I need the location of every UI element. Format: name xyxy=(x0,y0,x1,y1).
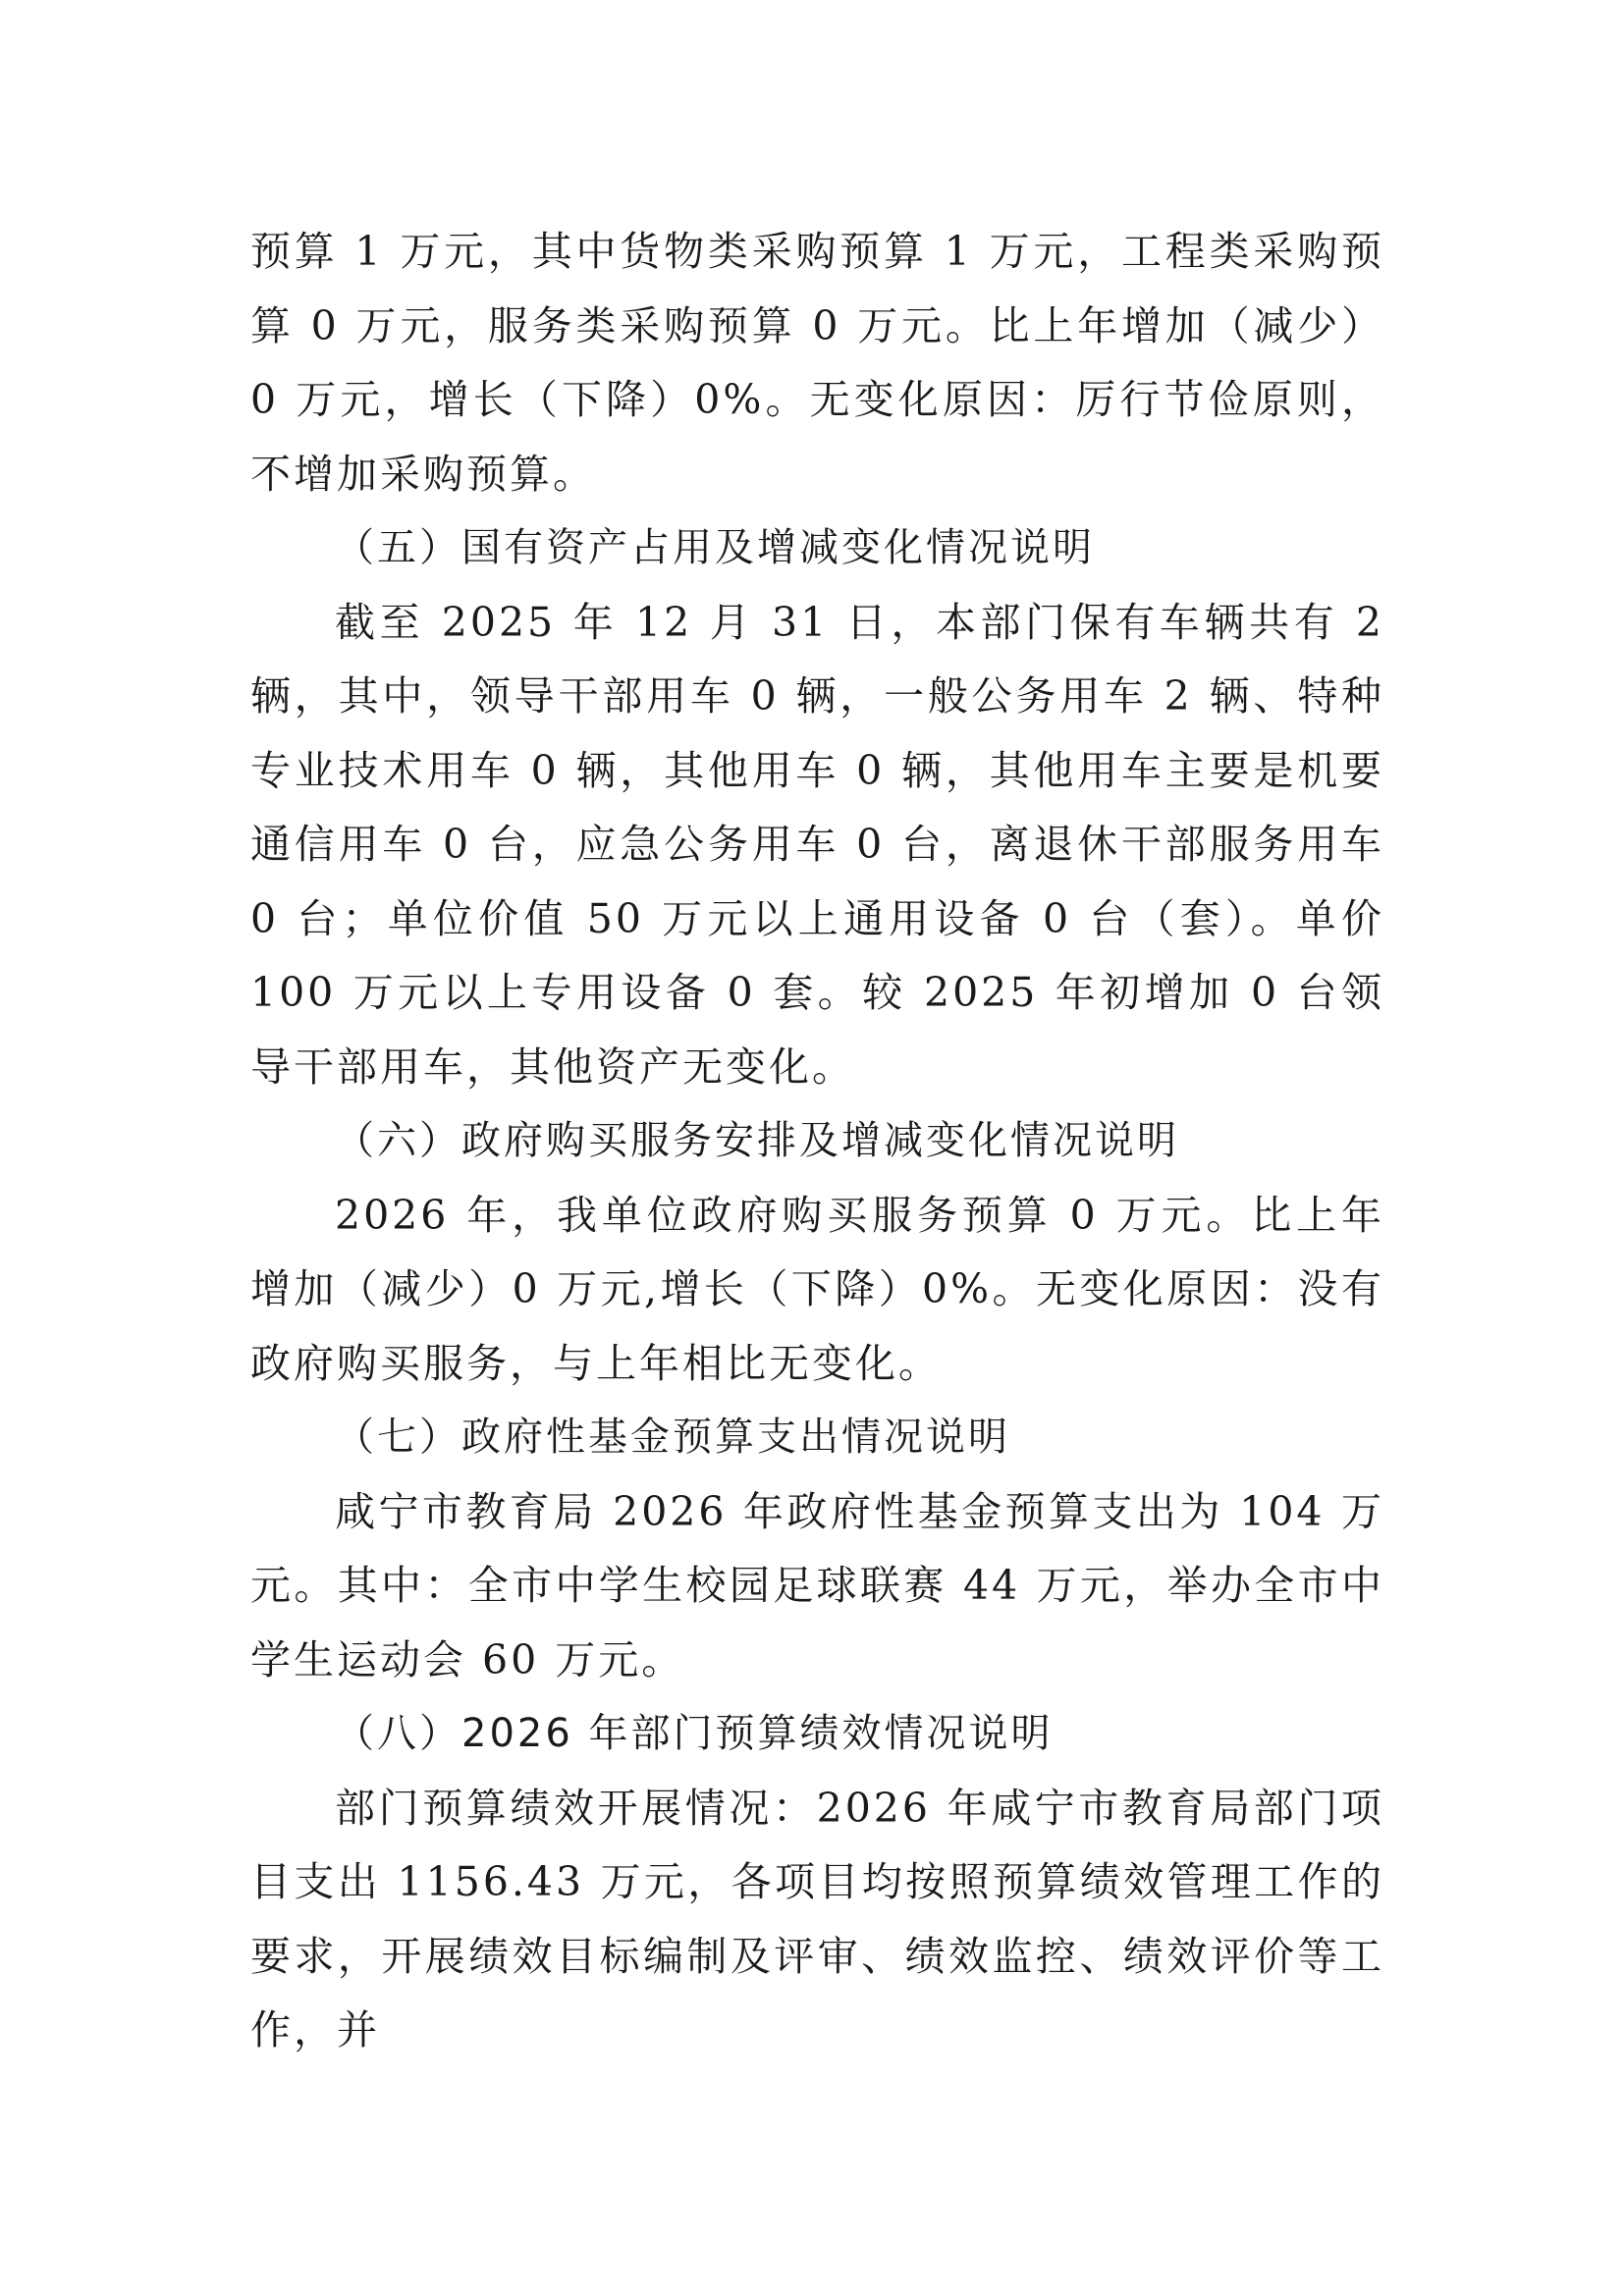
paragraph-procurement: 预算 1 万元，其中货物类采购预算 1 万元，工程类采购预算 0 万元，服务类采购预算 0 万元。比上年增加（减少）0 万元，增长（下降）0%。无变化原因：厉行节俭原则，不增加采购预算。 xyxy=(250,228,1384,498)
document-body xyxy=(250,215,1384,2068)
heading-government-fund: （七）政府性基金预算支出情况说明 xyxy=(335,1415,1010,1460)
paragraph-state-assets: 截至 2025 年 12 月 31 日，本部门保有车辆共有 2 辆，其中，领导干部用车 0 辆，一般公务用车 2 辆、特种专业技术用车 0 辆，其他用车 0 辆，其他用车主要是机要通信用车 0 台，应急公务用车 0 台，离退休干部服务用车 0 台；单位价值 50 万元以上通用设备 0 台（套）。单价 100 万元以上专用设备 0 套。较 2025 年初增加 0 台领导干部用车，其他资产无变化。 xyxy=(250,598,1384,1091)
paragraph-government-fund: 咸宁市教育局 2026 年政府性基金预算支出为 104 万元。其中：全市中学生校园足球联赛 44 万元，举办全市中学生运动会 60 万元。 xyxy=(250,1487,1384,1683)
heading-government-services: （六）政府购买服务安排及增减变化情况说明 xyxy=(335,1118,1179,1163)
heading-performance: （八）2026 年部门预算绩效情况说明 xyxy=(335,1711,1054,1756)
paragraph-performance: 部门预算绩效开展情况：2026 年咸宁市教育局部门项目支出 1156.43 万元，各项目均按照预算绩效管理工作的要求，开展绩效目标编制及评审、绩效监控、绩效评价等工作，并 xyxy=(250,1784,1384,2054)
heading-state-assets: （五）国有资产占用及增减变化情况说明 xyxy=(335,525,1095,570)
paragraph-government-services: 2026 年，我单位政府购买服务预算 0 万元。比上年增加（减少）0 万元,增长（下降）0%。无变化原因：没有政府购买服务，与上年相比无变化。 xyxy=(250,1191,1384,1387)
